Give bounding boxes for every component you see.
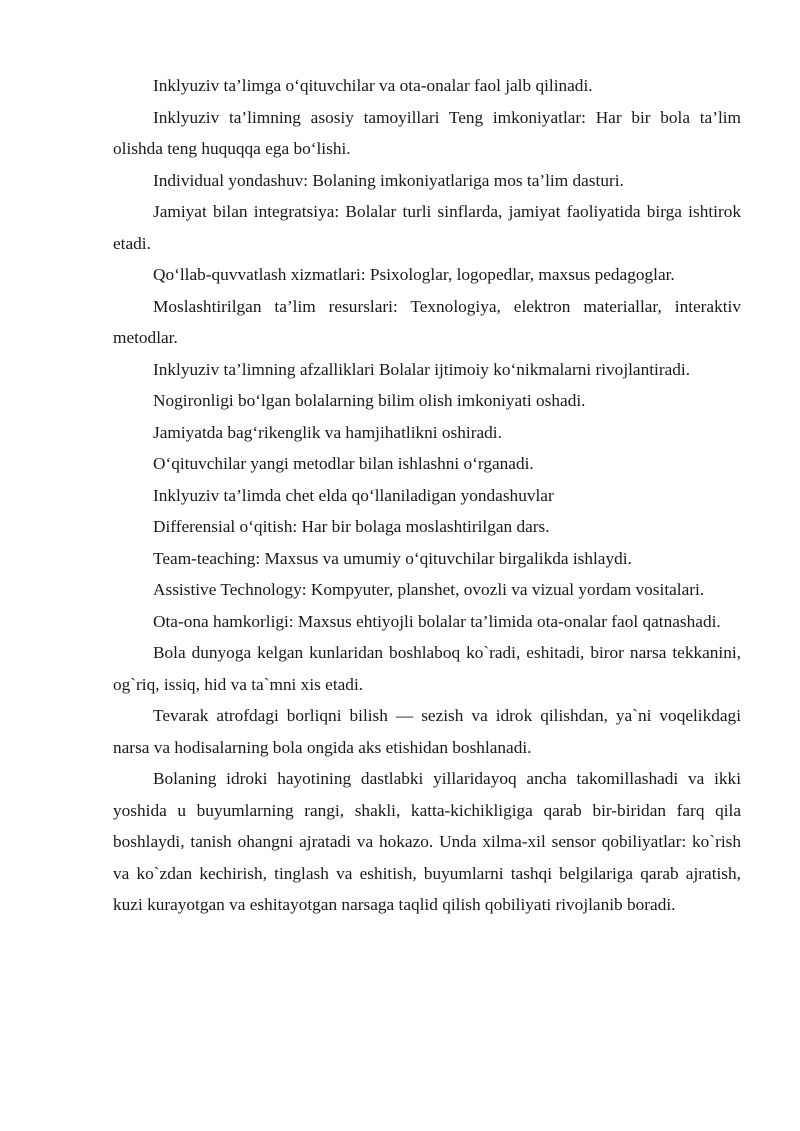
paragraph: Bola dunyoga kelgan kunlaridan boshlaboq ko`radi, eshitadi, biror narsa tekkanini, og`riq, issiq, hid va ta`mni xis etadi. <box>113 643 741 694</box>
paragraph: Inklyuziv ta’limning afzalliklari Bolalar ijtimoiy ko‘nikmalarni rivojlantiradi. <box>153 359 691 379</box>
paragraph: Assistive Technology: Kompyuter, planshet, ovozli va vizual yordam vositalari. <box>153 580 705 599</box>
paragraph: Moslashtirilgan ta’lim resurslari: Texnologiya, elektron materiallar, interaktiv metodlar. <box>113 296 741 347</box>
paragraph: Jamiyatda bag‘rikenglik va hamjihatlikni oshiradi. <box>153 422 502 442</box>
paragraph: Inklyuziv ta’limning asosiy tamoyillari Teng imkoniyatlar: Har bir bola ta’lim olishda teng huquqqa ega bo‘lishi. <box>113 107 741 158</box>
paragraph: Tevarak atrofdagi borliqni bilish — sezish va idrok qilishdan, ya`ni voqelikdagi narsa va hodisalarning bola ongida aks etishidan boshlanadi. <box>113 706 741 757</box>
paragraph: Jamiyat bilan integratsiya: Bolalar turli sinflarda, jamiyat faoliyatida birga ishtirok etadi. <box>113 202 741 253</box>
paragraph: Inklyuziv ta’limda chet elda qo‘llaniladigan yondashuvlar <box>153 485 554 505</box>
paragraph: Individual yondashuv: Bolaning imkoniyatlariga mos ta’lim dasturi. <box>153 170 624 190</box>
paragraph: Inklyuziv ta’limga o‘qituvchilar va ota-onalar faol jalb qilinadi. <box>153 76 593 95</box>
document-page <box>113 70 741 921</box>
paragraph: Qo‘llab-quvvatlash xizmatlari: Psixologlar, logopedlar, maxsus pedagoglar. <box>153 265 675 284</box>
paragraph: O‘qituvchilar yangi metodlar bilan ishlashni o‘rganadi. <box>153 454 534 473</box>
paragraph: Bolaning idroki hayotining dastlabki yillaridayoq ancha takomillashadi va ikki yoshida u buyumlarning rangi, shakli, katta-kichikligiga qarab bir-biridan farq qila boshlaydi, tanish ohangni ajratadi va hokazo. Unda xilma-xil sensor qobiliyatlar: ko`rish va ko`zdan kechirish, tinglash va eshitish, buyumlarni tashqi belgilariga qarab ajratish, kuzi kurayotgan va eshitayotgan narsaga taqlid qilish qobiliyati rivojlanib boradi. <box>113 769 741 914</box>
paragraph: Nogironligi bo‘lgan bolalarning bilim olish imkoniyati oshadi. <box>153 391 586 410</box>
paragraph: Differensial o‘qitish: Har bir bolaga moslashtirilgan dars. <box>153 517 550 536</box>
paragraph: Team-teaching: Maxsus va umumiy o‘qituvchilar birgalikda ishlaydi. <box>153 548 632 568</box>
paragraph: Ota-ona hamkorligi: Maxsus ehtiyojli bolalar ta’limida ota-onalar faol qatnashadi. <box>153 611 721 631</box>
